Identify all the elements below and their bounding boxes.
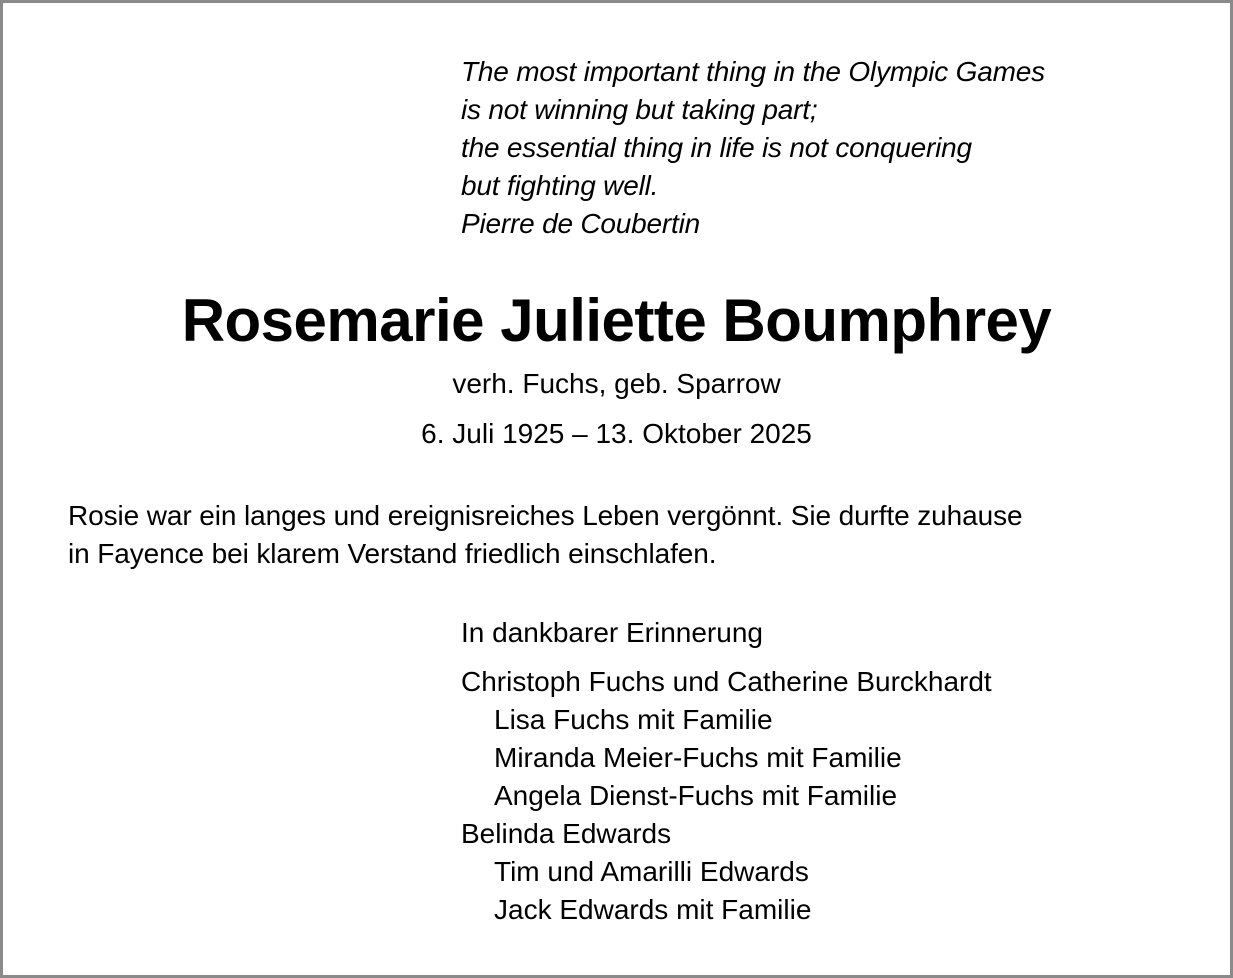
deceased-name: Rosemarie Juliette Boumphrey: [181, 287, 1052, 354]
quote-line: but fighting well.: [461, 170, 659, 201]
quote-line: is not winning but taking part;: [461, 94, 818, 125]
family-member: Christoph Fuchs und Catherine Burckhardt: [461, 666, 992, 697]
message-line: in Fayence bei klarem Verstand friedlich einschlafen.: [68, 538, 717, 569]
family-member: Jack Edwards mit Familie: [494, 894, 812, 925]
deceased-subtitle: verh. Fuchs, geb. Sparrow: [452, 368, 781, 399]
family-member: Angela Dienst-Fuchs mit Familie: [494, 780, 898, 811]
quote-line: The most important thing in the Olympic Games: [461, 56, 1045, 87]
family-list: [461, 663, 992, 929]
quote-line: the essential thing in life is not conquering: [461, 132, 972, 163]
family-member: Miranda Meier-Fuchs mit Familie: [494, 742, 902, 773]
quote-block: [461, 53, 1045, 243]
family-member: Lisa Fuchs mit Familie: [494, 704, 773, 735]
family-member: Tim und Amarilli Edwards: [494, 856, 809, 887]
message-line: Rosie war ein langes und ereignisreiches Leben vergönnt. Sie durfte zuhause: [68, 500, 1023, 531]
quote-author: Pierre de Coubertin: [461, 208, 700, 239]
life-dates: 6. Juli 1925 – 13. Oktober 2025: [421, 418, 812, 449]
family-member: Belinda Edwards: [461, 818, 672, 849]
message-paragraph: [68, 497, 1022, 573]
signoff: In dankbarer Erinnerung: [461, 617, 763, 648]
